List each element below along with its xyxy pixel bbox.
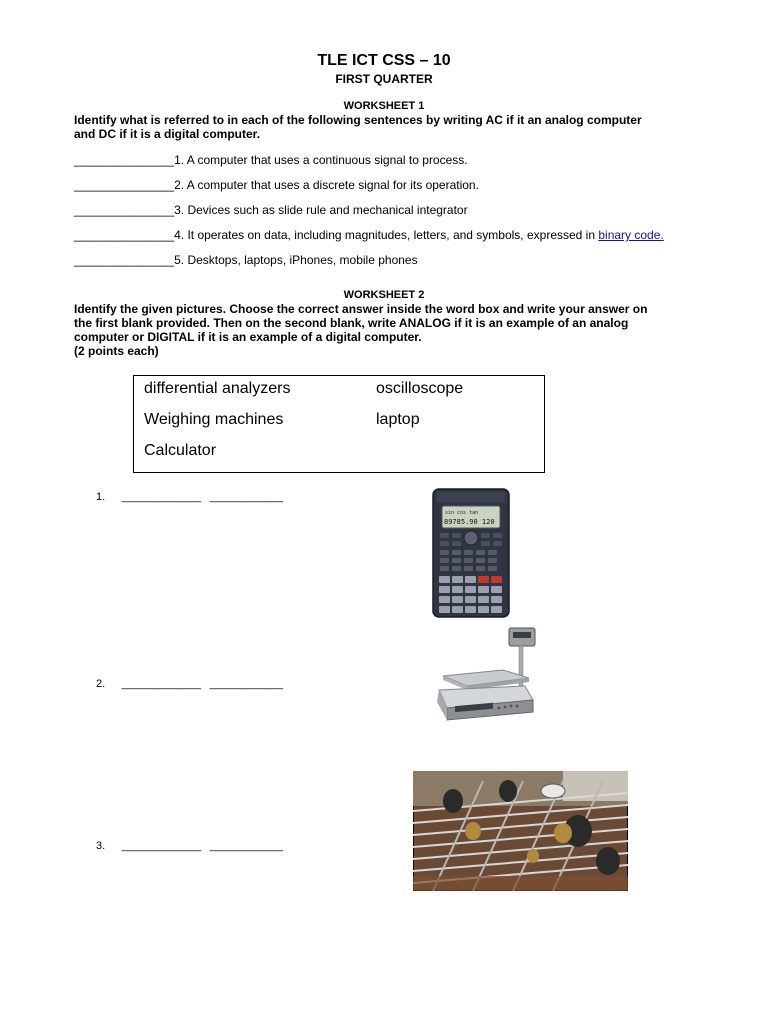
worksheet1-item-4: [74, 228, 664, 242]
calculator-image: [432, 488, 510, 618]
instruction-line: (2 points each): [74, 344, 159, 358]
worksheet2-heading: WORKSHEET 2: [343, 289, 425, 301]
word-choice: oscilloscope: [376, 380, 464, 397]
item-text: 3. Devices such as slide rule and mechanical integrator: [174, 203, 468, 217]
answer-blank: _______________: [74, 178, 175, 192]
worksheet1-item-5: [74, 253, 418, 267]
worksheet1-item-1: [74, 153, 468, 167]
answer-blank: _______________: [74, 253, 175, 267]
instruction-line: Identify the given pictures. Choose the correct answer inside the word box and write your answer on: [74, 302, 648, 316]
worksheet1-item-3: [74, 203, 468, 217]
answer-blank: _______________: [74, 153, 175, 167]
page-title: TLE ICT CSS – 10: [317, 52, 451, 69]
item-text: 1. A computer that uses a continuous signal to process.: [174, 153, 468, 167]
type-blank: ____________: [209, 840, 284, 852]
type-blank: ____________: [209, 678, 284, 690]
word-choice: differential analyzers: [144, 380, 291, 397]
calculator-display-bottom: 89785.90 120: [444, 518, 495, 526]
instruction-line: Identify what is referred to in each of the following sentences by writing AC if it an analog computer: [74, 113, 642, 127]
question-number: 2.: [96, 678, 106, 690]
worksheet2-instruction: [74, 302, 708, 358]
instruction-line: and DC if it is a digital computer.: [74, 127, 261, 141]
question-1: [96, 487, 283, 505]
item-text: 4. It operates on data, including magnitudes, letters, and symbols, expressed in: [174, 228, 599, 242]
question-number: 3.: [96, 840, 106, 852]
instruction-line: the first blank provided. Then on the second blank, write ANALOG if it is an example of an analog: [74, 316, 629, 330]
binary-code-link[interactable]: binary code.: [598, 228, 664, 242]
answer-blank: _______________: [74, 228, 175, 242]
worksheet1-instruction: [74, 113, 708, 141]
answer-blank: _______________: [74, 203, 175, 217]
worksheet1-heading: WORKSHEET 1: [343, 100, 425, 112]
word-box: [133, 375, 545, 473]
type-blank: ____________: [209, 491, 284, 503]
worksheet1-item-2: [74, 178, 479, 192]
calculator-display-top: sin cos tan: [445, 510, 479, 516]
page-subtitle: FIRST QUARTER: [335, 72, 433, 86]
differential-analyzer-image: [413, 771, 628, 891]
item-text: 5. Desktops, laptops, iPhones, mobile phones: [174, 253, 418, 267]
question-number: 1.: [96, 491, 106, 503]
word-choice: laptop: [376, 411, 420, 428]
weighing-scale-image: [433, 626, 541, 724]
item-text: 2. A computer that uses a discrete signal for its operation.: [174, 178, 479, 192]
word-choice: Weighing machines: [144, 411, 284, 428]
name-blank: _____________: [121, 840, 202, 852]
name-blank: _____________: [121, 678, 202, 690]
instruction-line: computer or DIGITAL if it is an example of a digital computer.: [74, 330, 422, 344]
question-3: [96, 836, 283, 854]
question-2: [96, 674, 283, 692]
name-blank: _____________: [121, 491, 202, 503]
word-choice: Calculator: [144, 442, 217, 459]
